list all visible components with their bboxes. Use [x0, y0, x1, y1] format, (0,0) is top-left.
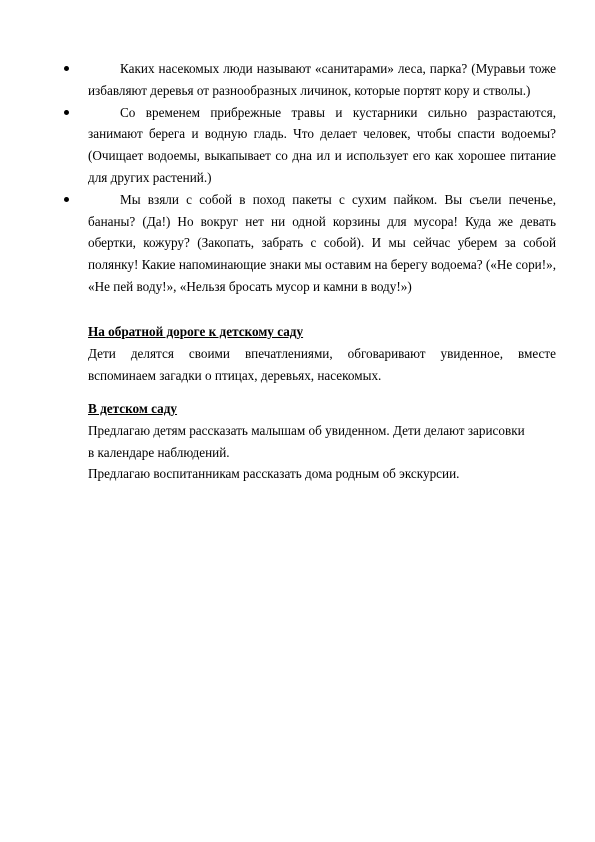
section-paragraph-line: Предлагаю детям рассказать малышам об увиденном. Дети делают зарисовки [88, 422, 525, 438]
list-item [88, 189, 556, 298]
section-kindergarten [88, 398, 556, 485]
section-paragraph-line: в календаре наблюдений. [88, 444, 230, 460]
section-heading: На обратной дороге к детскому саду [88, 324, 304, 339]
section-return-trip [88, 321, 556, 386]
bullet-icon [64, 110, 69, 115]
section-paragraph: Дети делятся своими впечатлениями, обговаривают увиденное, вместе вспоминаем загадки о птицах, деревьях, насекомых. [88, 345, 556, 383]
list-item [88, 102, 556, 189]
bullet-text: Каких насекомых люди называют «санитарами» леса, парка? (Муравьи тоже избавляют деревья от разнообразных личинок, которые портят кору и стволы.) [88, 61, 556, 98]
section-heading: В детском саду [88, 401, 178, 416]
bullet-icon [64, 197, 69, 202]
bullet-text: Со временем прибрежные травы и кустарники сильно разрастаются, занимают берега и водную гладь. Что делает человек, чтобы спасти водоемы? (Очищает водоемы, выкапывает со дна ил и использует его как хорошее питание для других растений.) [88, 104, 556, 185]
list-item [88, 58, 556, 102]
section-paragraph-line: Предлагаю воспитанникам рассказать дома родным об экскурсии. [88, 466, 460, 482]
bullet-list [88, 58, 556, 298]
bullet-icon [64, 66, 69, 71]
bullet-text: Мы взяли с собой в поход пакеты с сухим пайком. Вы съели печенье, бананы? (Да!) Но вокруг нет ни одной корзины для мусора! Куда же девать обертки, кожуру? (Закопать, забрать с собой). И мы сейчас уберем за собой полянку! Какие напоминающие знаки мы оставим на берегу водоема? («Не сори!», «Не пей воду!», «Нельзя бросать мусор и камни в воду!») [88, 191, 556, 294]
